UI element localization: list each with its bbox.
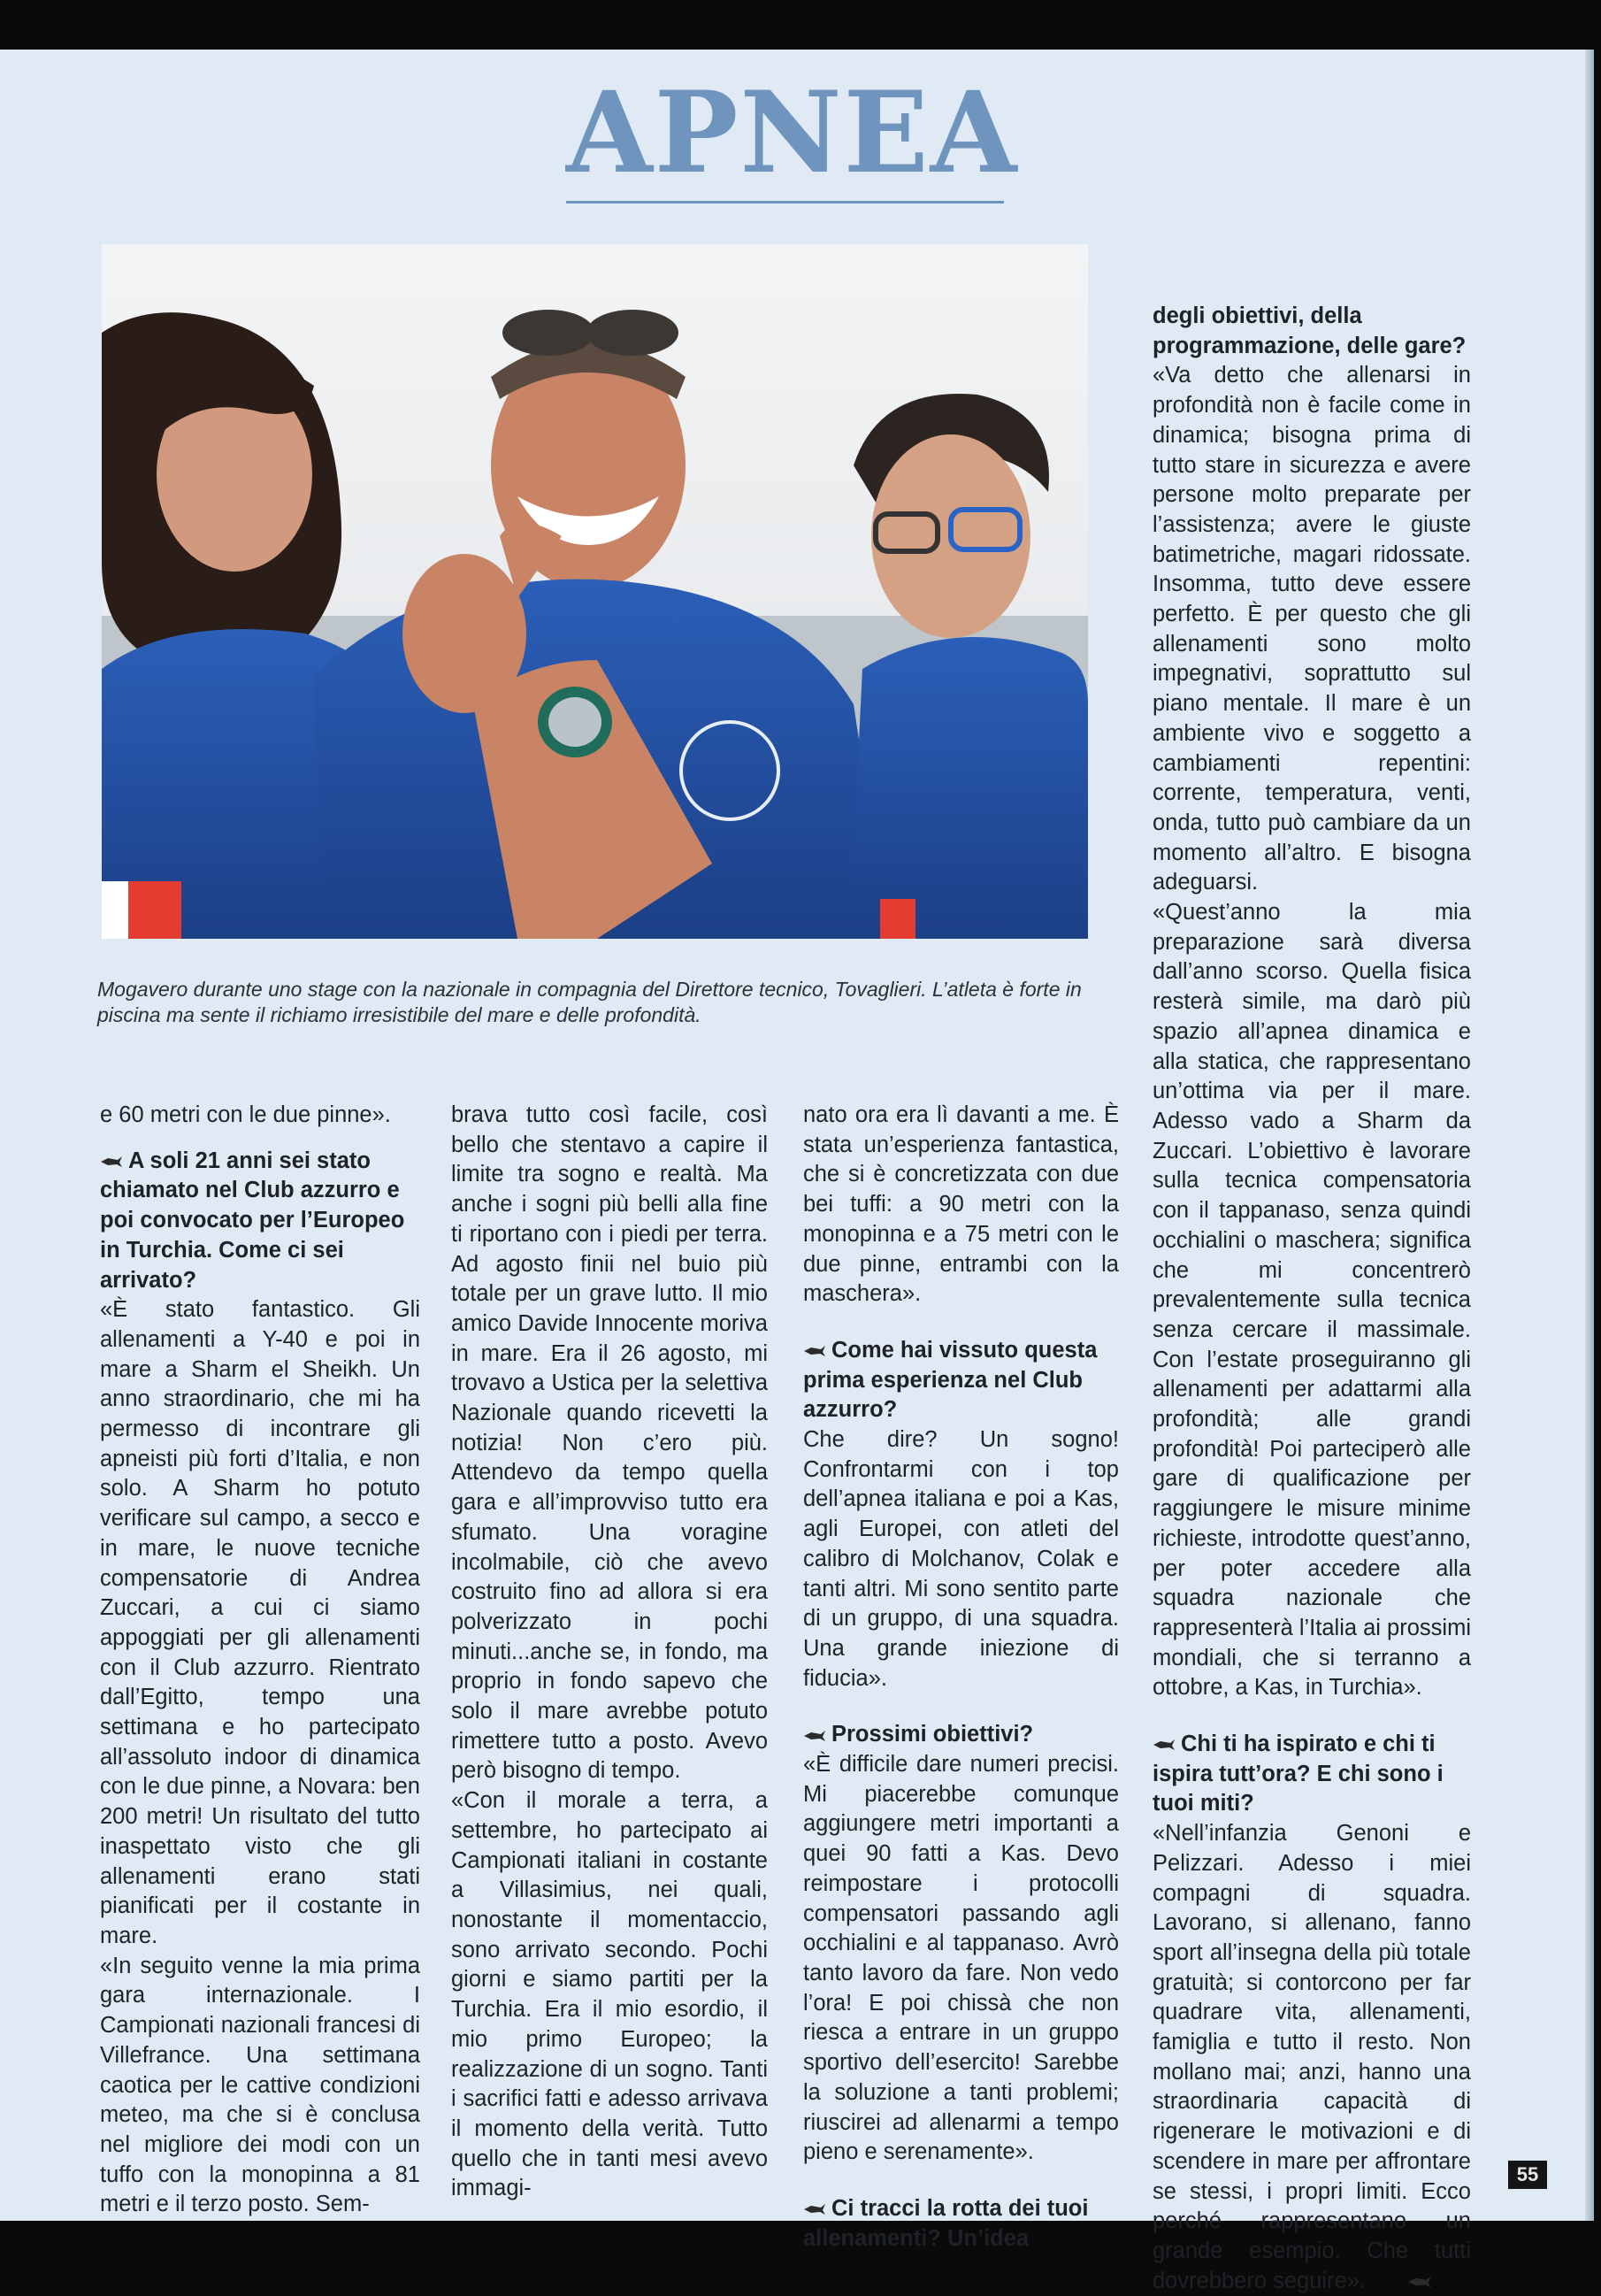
paragraph: «Con il morale a terra, a settembre, ho partecipato ai Campionati italiani in costante a Villasimius, nei quali, nonostante il momentaccio, sono arrivato secondo. Pochi giorni e siamo partiti per la Turchia. Era il mio esordio, il mio primo Europeo; la realizzazione di un sogno. Tanti i sacrifici fatti e adesso arrivava il momento della verità. Tutto quello che in tanti mesi avevo immagi- [451, 1788, 768, 2201]
interview-question: degli obiettivi, della programmazione, delle gare? [1153, 303, 1467, 358]
article-column-2 [451, 1101, 768, 2204]
paragraph: nato ora era lì davanti a me. È stata un’esperienza fantastica, che si è concretizzata con due bei tuffi: a 90 metri con la monopinna e a 75 metri con le due pinne, entrambi con la maschera». [803, 1102, 1119, 1307]
paragraph: «Quest’anno la mia preparazione sarà diversa dall’anno scorso. Quella fisica resterà simile, ma darò più spazio all’apnea dinamica e alla statica, che rappresentano un’ottima via per il mare. Adesso vado a Sharm da Zuccari. L’obiettivo è lavorare sulla tecnica compensatoria con il tappanaso, senza quindi occhialini o maschera; significa che mi concentrerò prevalentemente sulla tecnica senza cercare il massimale. Con l’estate proseguiranno gli allenamenti per adattarmi alla profondità; alle grandi profondità! Poi parteciperò alle gare di qualificazione per raggiungere le misure minime richieste, introdotte quest’anno, per poter accedere alla squadra nazionale che rappresenterà l’Italia ai prossimi mondiali, che si terranno a ottobre, a Kas, in Turchia». [1153, 900, 1471, 1701]
interview-question [803, 1336, 1119, 1425]
magazine-page [0, 50, 1594, 2293]
interview-question [100, 1147, 420, 1296]
article-column-3 [803, 1101, 1119, 2254]
photo-illustration [102, 244, 1088, 939]
paragraph [1153, 1819, 1471, 2296]
article-column-4 [1153, 302, 1471, 2296]
diver-icon [100, 1155, 123, 1169]
diver-icon [1153, 1738, 1176, 1752]
question-text: Come hai vissuto questa prima esperienza nel Club azzurro? [803, 1337, 1098, 1423]
paragraph: «In seguito venne la mia prima gara internazionale. I Campionati nazionali francesi di Villefrance. Una settimana caotica per le cattive condizioni meteo, ma che si è conclusa nel migliore dei modi con un tuffo con la monopinna a 81 metri e il terzo posto. Sem- [100, 1953, 420, 2217]
diver-icon [803, 2202, 826, 2216]
page-number: 55 [1508, 2161, 1547, 2189]
paragraph: «Va detto che allenarsi in profondità non è facile come in dinamica; bisogna prima di tutto stare in sicurezza e avere persone molto preparate per l’assistenza; avere le giuste batimetriche, magari ridossate. Insomma, tutto deve essere perfetto. È per questo che gli allenamenti sono molto impegnativi, soprattutto sul piano mentale. Il mare è un ambiente vivo e soggetto a cambiamenti repentini: corrente, temperatura, venti, onda, tutto può cambiare da un momento all’altro. E bisogna adeguarsi. [1153, 363, 1471, 895]
article-column-1 [100, 1101, 420, 2220]
question-text: A soli 21 anni sei stato chiamato nel Club azzurro e poi convocato per l’Europeo in Turchia. Come ci sei arrivato? [100, 1148, 405, 1293]
question-text: Chi ti ha ispirato e chi ti ispira tutt’ora? E chi sono i tuoi miti? [1153, 1732, 1444, 1816]
title-underline [566, 201, 1004, 203]
interview-question [803, 1720, 1119, 1750]
section-title: APNEA [566, 67, 1019, 198]
paragraph: e 60 metri con le due pinne». [100, 1102, 391, 1127]
team-photo [102, 244, 1088, 939]
interview-question [1153, 1730, 1471, 1819]
interview-question [803, 2194, 1119, 2254]
question-text: Prossimi obiettivi? [831, 1722, 1034, 1747]
paragraph: «È stato fantastico. Gli allenamenti a Y-40 e poi in mare a Sharm el Sheikh. Un anno straordinario, che mi ha permesso di incontrare gli apneisti più forti d’Italia, e non solo. A Sharm ho potuto verificare sul campo, a secco e in mare, le nuove tecniche compensatorie di Andrea Zuccari, a cui ci siamo appoggiati per gli allenamenti con il Club azzurro. Rientrato dall’Egitto, tempo una settimana e ho partecipato all’assoluto indoor di dinamica con le due pinne, a Novara: ben 200 metri! Un risultato del tutto inaspettato visto che gli allenamenti erano stati pianificati per il costante in mare. [100, 1297, 420, 1948]
paragraph: «È difficile dare numeri precisi. Mi piacerebbe comunque aggiungere metri importanti a quei 90 fatti a Kas. Devo reimpostare i protocolli compensatori passando agli occhialini e al tappanaso. Avrò tanto lavoro da fare. Non vedo l’ora! E poi chissà che non riesca a entrare in un gruppo sportivo dell’esercito! Sarebbe la soluzione a tanti problemi; riuscirei ad allenarmi a tempo pieno e serenamente». [803, 1752, 1119, 2165]
paragraph: Che dire? Un sogno! Confrontarmi con i top dell’apnea italiana e poi a Kas, agli Europei, con atleti del calibro di Molchanov, Colak e tanti altri. Mi sono sentito parte di un gruppo, di una squadra. Una grande iniezione di fiducia». [803, 1427, 1119, 1691]
diver-icon [803, 1729, 826, 1743]
section-header [566, 67, 1019, 203]
question-text: Ci tracci la rotta dei tuoi allenamenti? Un’idea [803, 2195, 1089, 2251]
end-mark-diver-icon [1407, 2274, 1432, 2290]
paragraph: brava tutto così facile, così bello che stentavo a capire il limite tra sogno e realtà. Ma anche i sogni più belli alla fine ti riportano con i piedi per terra. Ad agosto finii nel buio più totale per un grave lutto. Il mio amico Davide Innocente moriva in mare. Era il 26 agosto, mi trovavo a Ustica per la selettiva Nazionale quando ricevetti la notizia! Non c’ero più. Attendevo da tempo quella gara e all’improvviso tutto era sfumato. Una voragine incolmabile, ciò che avevo costruito fino ad allora si era polverizzato in pochi minuti...anche se, in fondo, ma proprio in fondo sapevo che solo il mare avrebbe potuto rimettere tutto a posto. Avevo però bisogno di tempo. [451, 1102, 768, 1784]
diver-icon [803, 1344, 826, 1358]
paragraph-text: «Nell’infanzia Genoni e Pelizzari. Adesso i miei compagni di squadra. Lavorano, si allenano, fanno sport all’insegna della più totale gratuità; si contorcono per far quadrare vita, allenamenti, famiglia e tutto il resto. Non mollano mai; anzi, hanno una straordinaria capacità di rigenerare le motivazioni e di scendere in mare per affrontare se stessi, i propri limiti. Ecco perché rappresentano un grande esempio. Che tutti dovrebbero seguire». [1153, 1821, 1471, 2293]
photo-caption: Mogavero durante uno stage con la nazionale in compagnia del Direttore tecnico, Tovaglieri. L’atleta è forte in piscina ma sente il richiamo irresistibile del mare e delle profondità. [97, 978, 1082, 1026]
